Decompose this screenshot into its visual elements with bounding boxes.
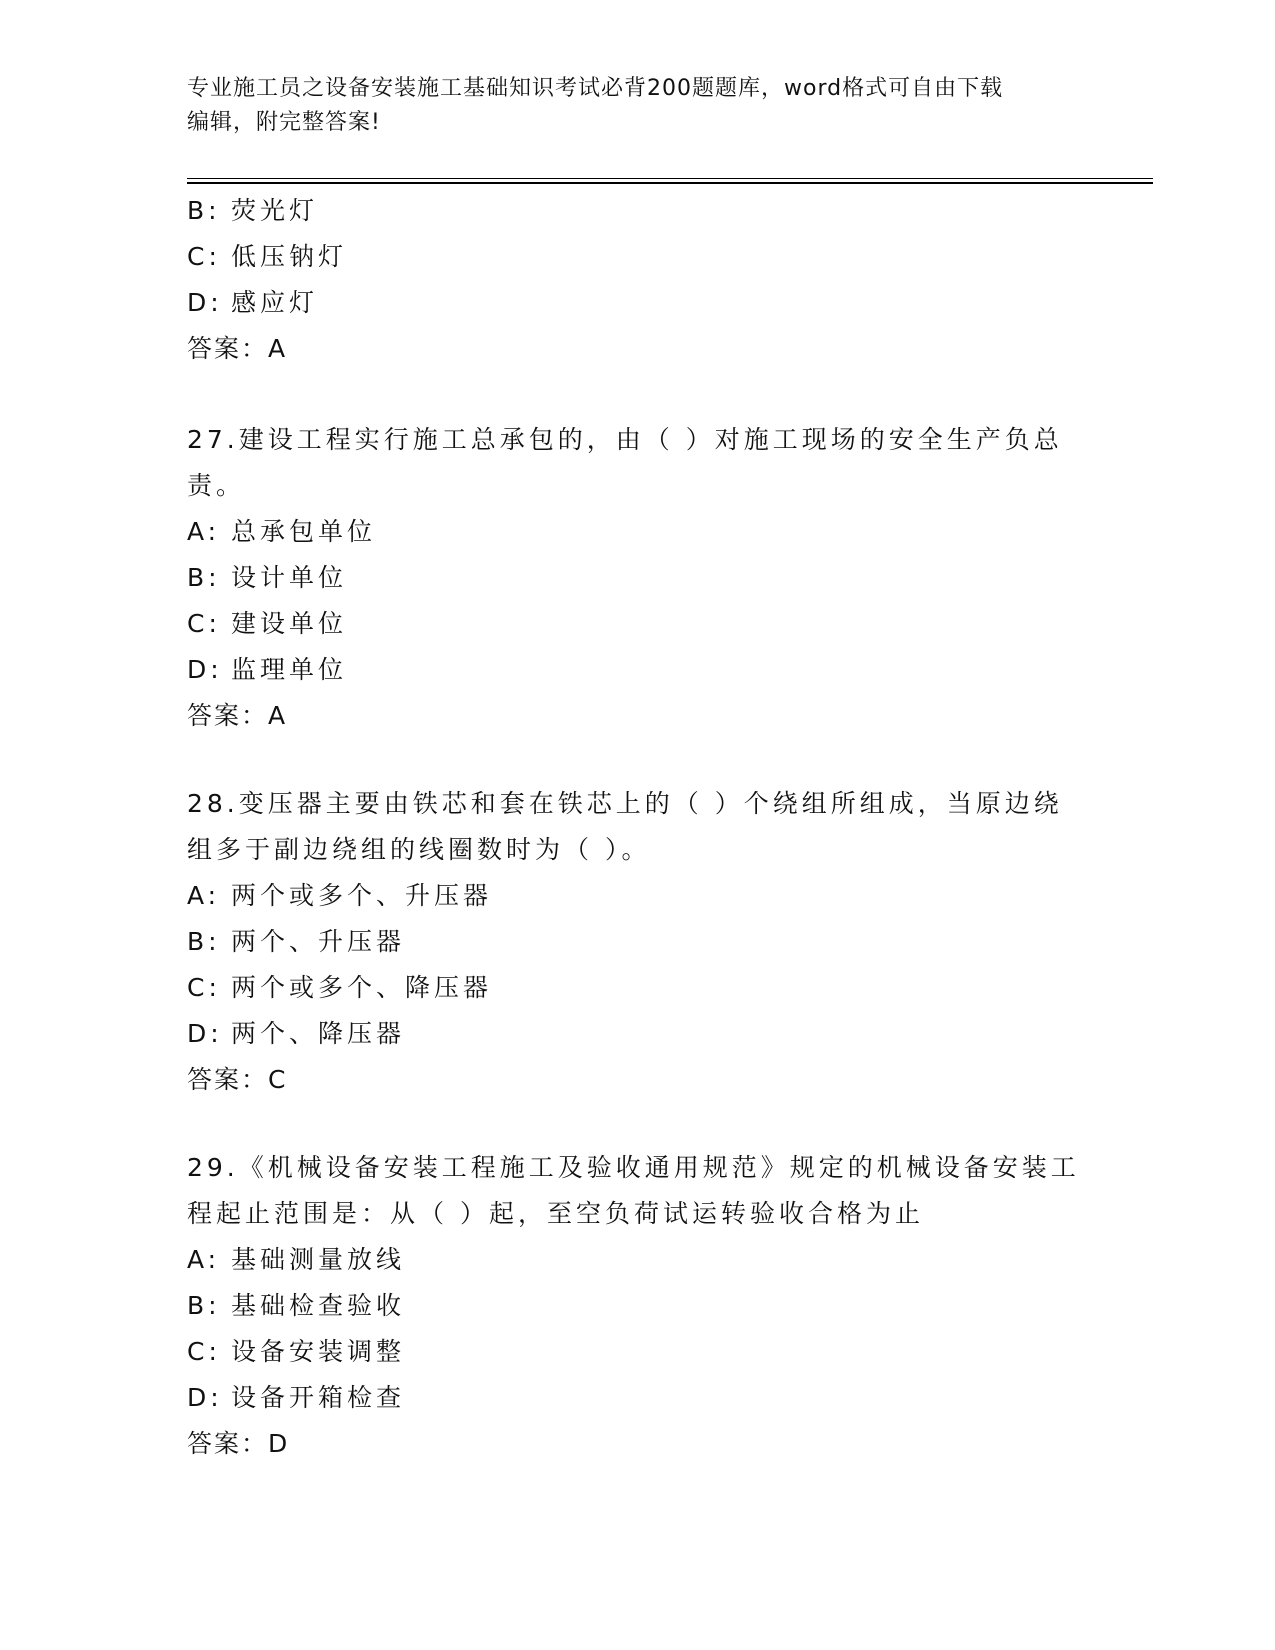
answer-line: 答案：C (187, 1065, 288, 1094)
option-key: C: (187, 609, 221, 638)
option-d (187, 280, 1087, 326)
option-text: 感应灯 (231, 288, 319, 317)
option-text: 设计单位 (231, 563, 348, 592)
question-27 (187, 417, 1087, 739)
option-b (187, 919, 1087, 965)
option-a (187, 1237, 1087, 1283)
option-c (187, 234, 1087, 280)
option-key: B: (187, 1291, 221, 1320)
option-d (187, 1011, 1087, 1057)
option-text: 基础测量放线 (231, 1245, 406, 1274)
answer-line: 答案：A (187, 334, 288, 363)
option-key: D: (187, 288, 223, 317)
answer-line: 答案：A (187, 701, 288, 730)
option-key: D: (187, 655, 223, 684)
question-stem-line-1: 29.《机械设备安装工程施工及验收通用规范》规定的机械设备安装工 (187, 1153, 1080, 1182)
option-key: C: (187, 973, 221, 1002)
option-b (187, 188, 1087, 234)
question-stem-line-2: 责。 (187, 471, 246, 500)
option-text: 基础检查验收 (231, 1291, 406, 1320)
question-26-continued (187, 188, 1087, 372)
option-key: D: (187, 1019, 223, 1048)
option-text: 两个、降压器 (231, 1019, 406, 1048)
option-text: 建设单位 (231, 609, 348, 638)
option-key: B: (187, 563, 221, 592)
option-text: 设备安装调整 (231, 1337, 406, 1366)
option-key: C: (187, 1337, 221, 1366)
document-header (187, 72, 1067, 140)
answer-line: 答案：D (187, 1429, 290, 1458)
option-key: B: (187, 927, 221, 956)
option-c (187, 965, 1087, 1011)
option-text: 荧光灯 (231, 196, 319, 225)
header-line-2: 编辑，附完整答案! (187, 110, 381, 135)
option-text: 低压钠灯 (231, 242, 348, 271)
question-stem-line-2: 组多于副边绕组的线圈数时为（ ）。 (187, 835, 651, 864)
header-rule-thick (187, 182, 1153, 184)
question-stem-line-1: 27.建设工程实行施工总承包的，由（ ）对施工现场的安全生产负总 (187, 425, 1063, 454)
option-text: 监理单位 (231, 655, 348, 684)
option-d (187, 647, 1087, 693)
option-key: C: (187, 242, 221, 271)
option-key: A: (187, 881, 221, 910)
option-text: 两个或多个、升压器 (231, 881, 493, 910)
question-28 (187, 781, 1087, 1103)
option-c (187, 1329, 1087, 1375)
option-key: A: (187, 1245, 221, 1274)
option-key: B: (187, 196, 221, 225)
option-text: 两个或多个、降压器 (231, 973, 493, 1002)
option-b (187, 555, 1087, 601)
question-stem-line-2: 程起止范围是：从（ ）起，至空负荷试运转验收合格为止 (187, 1199, 924, 1228)
option-text: 设备开箱检查 (231, 1383, 406, 1412)
header-rule-thin (187, 178, 1153, 179)
option-a (187, 509, 1087, 555)
question-stem-line-1: 28.变压器主要由铁芯和套在铁芯上的（ ）个绕组所组成，当原边绕 (187, 789, 1063, 818)
option-b (187, 1283, 1087, 1329)
option-d (187, 1375, 1087, 1421)
option-a (187, 873, 1087, 919)
header-line-1: 专业施工员之设备安装施工基础知识考试必背200题题库，word格式可自由下载 (187, 76, 1004, 101)
option-key: D: (187, 1383, 223, 1412)
question-29 (187, 1145, 1087, 1467)
option-text: 总承包单位 (231, 517, 377, 546)
option-key: A: (187, 517, 221, 546)
option-text: 两个、升压器 (231, 927, 406, 956)
option-c (187, 601, 1087, 647)
